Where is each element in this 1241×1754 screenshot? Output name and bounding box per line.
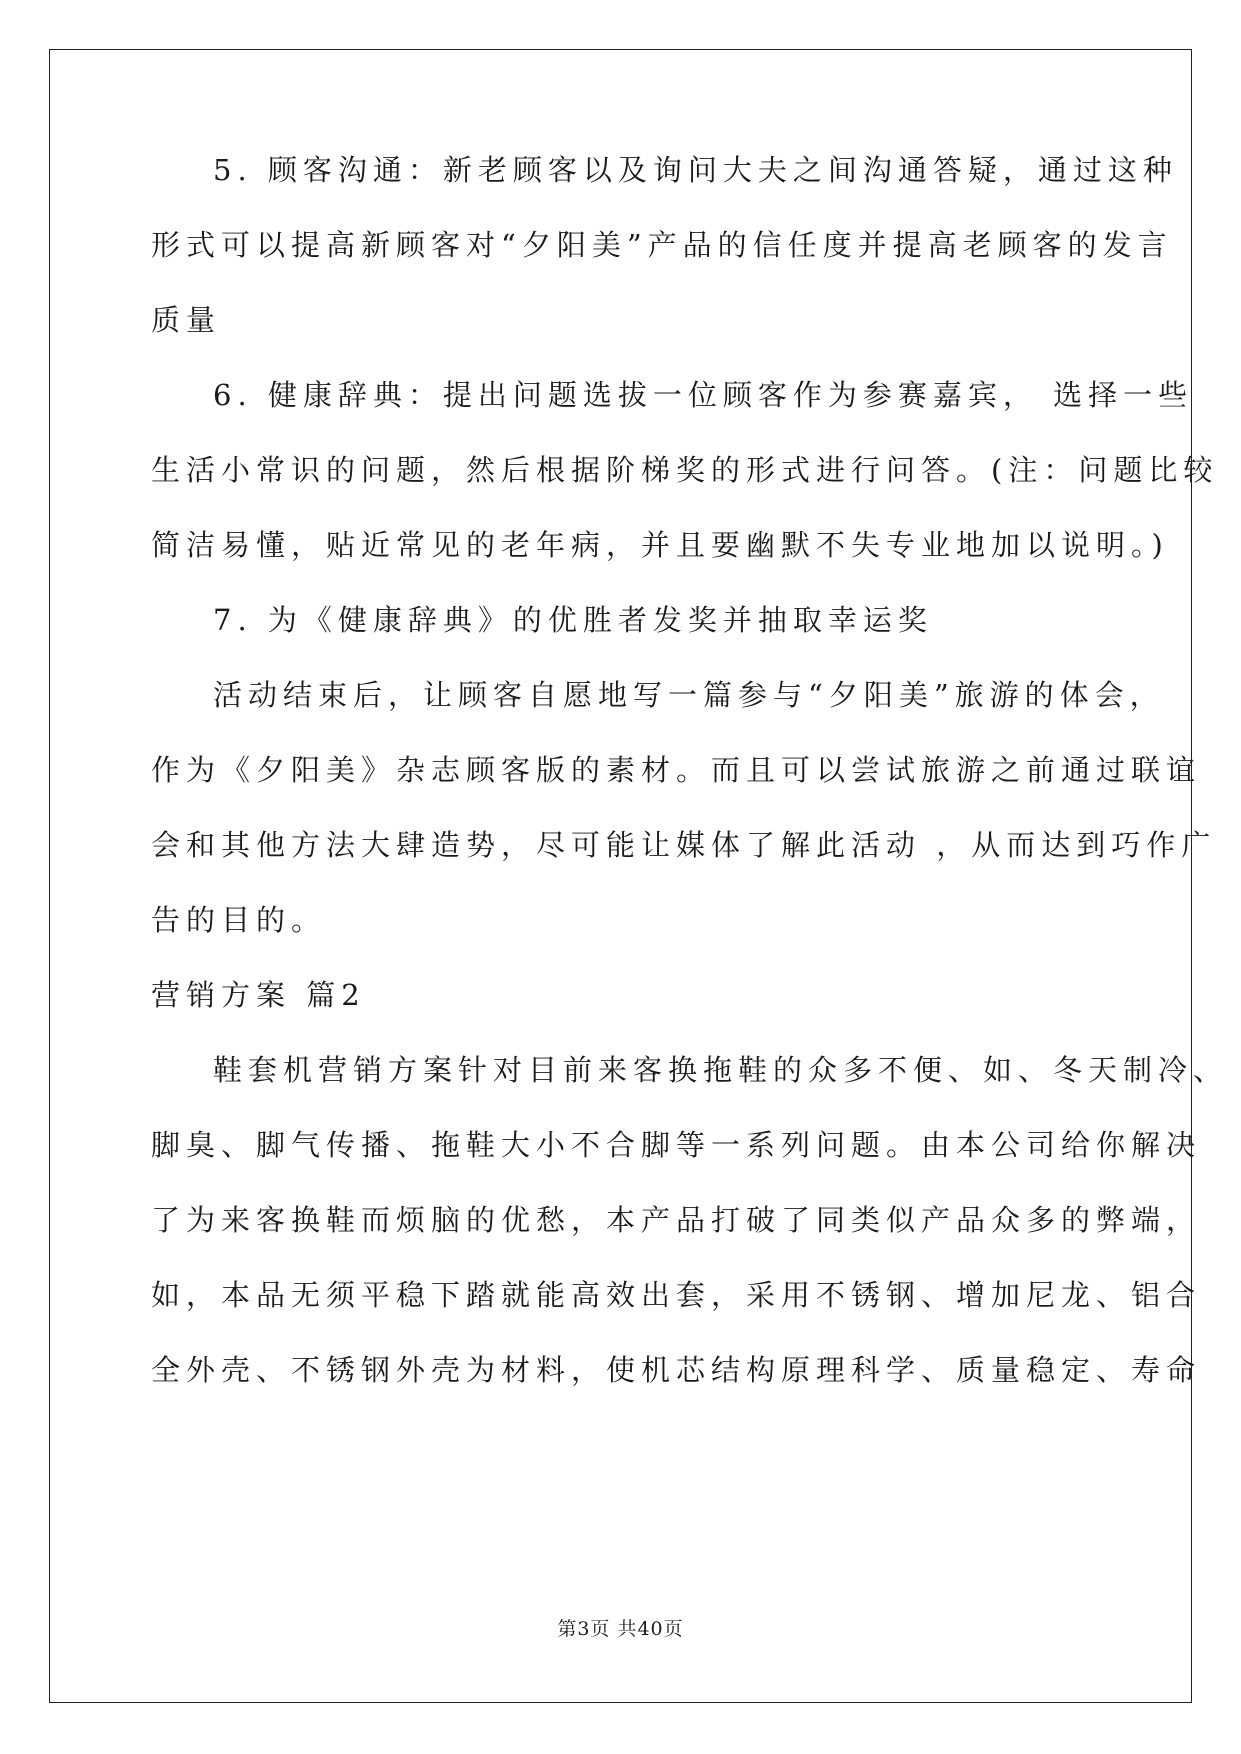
- paragraph-line: 活动结束后，让顾客自愿地写一篇参与“夕阳美”旅游的体会，: [213, 678, 1165, 712]
- paragraph-line: 7. 为《健康辞典》的优胜者发奖并抽取幸运奖: [213, 603, 933, 637]
- paragraph-line: 简洁易懂，贴近常见的老年病，并且要幽默不失专业地加以说明。): [151, 528, 1169, 562]
- paragraph-line: 会和其他方法大肆造势，尽可能让媒体了解此活动 ，从而达到巧作广: [151, 828, 1217, 862]
- paragraph-line: 如，本品无须平稳下踏就能高效出套，采用不锈钢、增加尼龙、铝合: [151, 1278, 1202, 1312]
- paragraph-line: 全外壳、不锈钢外壳为材料，使机芯结构原理科学、质量稳定、寿命: [151, 1353, 1202, 1387]
- paragraph-line: 了为来客换鞋而烦脑的优愁，本产品打破了同类似产品众多的弊端，: [151, 1203, 1202, 1237]
- paragraph-line: 5. 顾客沟通：新老顾客以及询问大夫之间沟通答疑，通过这种: [213, 153, 1178, 187]
- paragraph-line: 形式可以提高新顾客对“夕阳美”产品的信任度并提高老顾客的发言: [151, 228, 1173, 262]
- page-border: [49, 49, 1192, 1703]
- section-heading: 营销方案 篇2: [151, 978, 366, 1012]
- paragraph-line: 脚臭、脚气传播、拖鞋大小不合脚等一系列问题。由本公司给你解决: [151, 1128, 1202, 1162]
- paragraph-line: 6. 健康辞典：提出问题选拔一位顾客作为参赛嘉宾， 选择一些: [213, 378, 1194, 412]
- page-footer: 第3页 共40页: [557, 1618, 684, 1640]
- paragraph-line: 作为《夕阳美》杂志顾客版的素材。而且可以尝试旅游之前通过联谊: [151, 753, 1202, 787]
- paragraph-line: 质量: [151, 303, 222, 337]
- paragraph-line: 鞋套机营销方案针对目前来客换拖鞋的众多不便、如、冬天制冷、: [213, 1053, 1229, 1087]
- paragraph-line: 告的目的。: [151, 903, 327, 937]
- paragraph-line: 生活小常识的问题，然后根据阶梯奖的形式进行问答。(注：问题比较: [151, 453, 1219, 487]
